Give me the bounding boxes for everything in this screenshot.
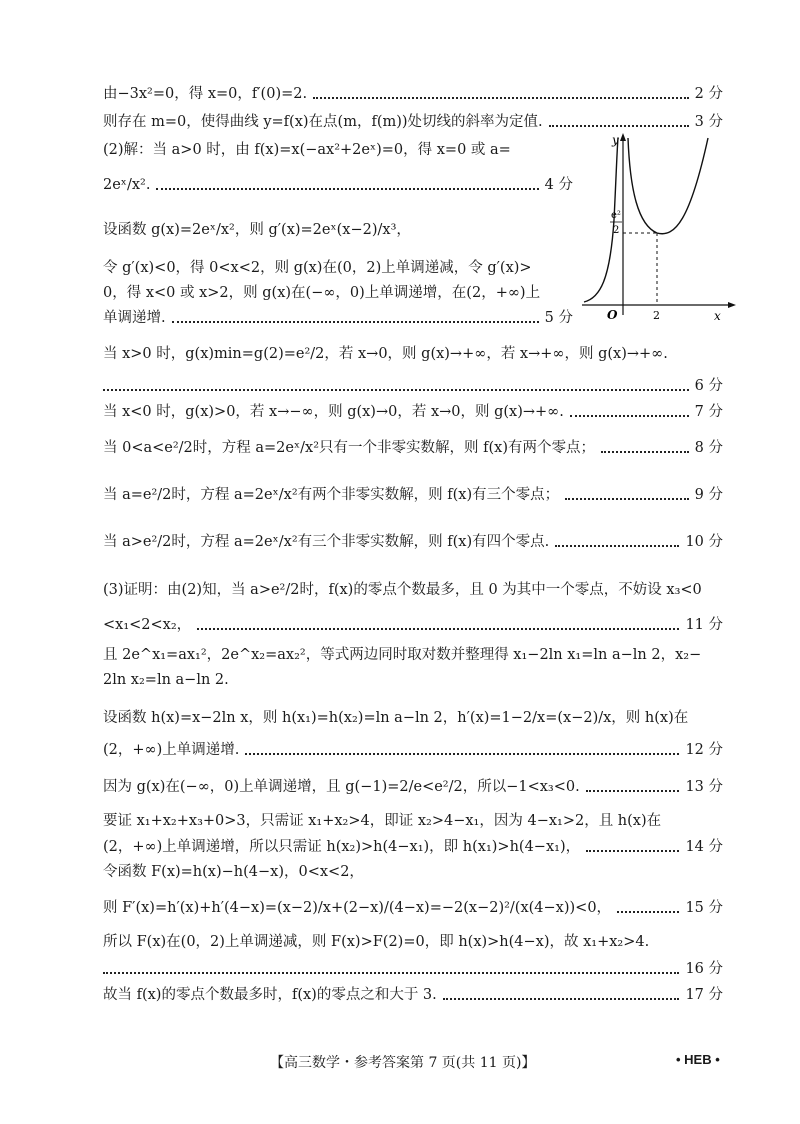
score-label: 2 分: [694, 86, 723, 102]
solution-line: [103, 402, 723, 422]
solution-line: [103, 308, 573, 328]
line-text: 当 0<a<e²/2时，方程 a=2eˣ/x²只有一个非零实数解，则 f(x)有两个零点；: [103, 440, 595, 456]
line-text: 因为 g(x)在(−∞，0)上单调递增，且 g(−1)=2/e<e²/2，所以−1<x₃<0.: [103, 779, 580, 795]
score-label: 10 分: [685, 534, 723, 550]
score-label: 12 分: [685, 742, 723, 758]
line-text: 设函数 h(x)=x−2ln x，则 h(x₁)=h(x₂)=ln a−ln 2，h′(x)=1−2/x=(x−2)/x，则 h(x)在: [103, 710, 689, 726]
line-text: 当 x<0 时，g(x)>0，若 x→−∞，则 g(x)→0，若 x→0，则 g(x)→+∞.: [103, 404, 564, 420]
score-label: 14 分: [685, 839, 723, 855]
leader-dots: [549, 125, 689, 127]
leader-dots: [156, 188, 538, 190]
solution-line: [103, 532, 723, 552]
leader-dots: [601, 451, 689, 453]
line-text: (2，+∞)上单调递增.: [103, 742, 240, 758]
solution-line: [103, 615, 723, 635]
min-value-denominator: 2: [613, 225, 620, 236]
curve-right-branch: [628, 138, 708, 234]
solution-line: [103, 959, 723, 979]
solution-line: [103, 84, 723, 104]
line-text: 则 F′(x)=h′(x)+h′(4−x)=(x−2)/x+(2−x)/(4−x)=−2(x−2)²/(x(4−x))<0，: [103, 900, 612, 916]
line-text: 设函数 g(x)=2eˣ/x²，则 g′(x)=2eˣ(x−2)/x³，: [103, 222, 411, 238]
leader-dots: [617, 911, 679, 913]
score-label: 16 分: [685, 961, 723, 977]
score-label: 11 分: [685, 617, 723, 633]
score-label: 13 分: [685, 779, 723, 795]
line-text: (2，+∞)上单调递增，所以只需证 h(x₂)>h(4−x₁)，即 h(x₁)>h(4−x₁)，: [103, 839, 581, 855]
solution-line: [103, 376, 723, 396]
function-graph: [580, 130, 740, 325]
line-text: 且 2e^x₁=ax₁²，2e^x₂=ax₂²，等式两边同时取对数并整理得 x₁−2ln x₁=ln a−ln 2，x₂−: [103, 647, 702, 663]
line-text: (2)解：当 a>0 时，由 f(x)=x(−ax²+2eˣ)=0，得 x=0 或 a=: [103, 142, 511, 158]
leader-dots: [555, 545, 679, 547]
y-label: y: [612, 133, 619, 147]
leader-dots: [565, 498, 689, 500]
leader-dots: [570, 415, 689, 417]
leader-dots: [103, 972, 679, 974]
solution-line: [103, 175, 573, 195]
leader-dots: [313, 97, 689, 99]
footer-page-info: 【高三数学・参考答案第 7 页(共 11 页)】: [270, 1055, 536, 1071]
solution-line: [103, 898, 723, 918]
leader-dots: [103, 389, 689, 391]
line-text: 当 a=e²/2时，方程 a=2eˣ/x²有两个非零实数解，则 f(x)有三个零点；: [103, 487, 560, 503]
line-text: 由−3x²=0，得 x=0，f′(0)=2.: [103, 86, 308, 102]
line-text: 故当 f(x)的零点个数最多时，f(x)的零点之和大于 3.: [103, 987, 437, 1003]
score-label: 5 分: [544, 310, 573, 326]
line-text: 当 x>0 时，g(x)min=g(2)=e²/2，若 x→0，则 g(x)→+∞，若 x→+∞，则 g(x)→+∞.: [103, 346, 668, 362]
score-label: 6 分: [694, 378, 723, 394]
leader-dots: [443, 998, 680, 1000]
line-text: 单调递增.: [103, 310, 166, 326]
line-text: 令 g′(x)<0，得 0<x<2，则 g(x)在(0，2)上单调递减，令 g′(x)>: [103, 260, 532, 276]
score-label: 3 分: [694, 114, 723, 130]
score-label: 8 分: [694, 440, 723, 456]
leader-dots: [586, 850, 679, 852]
score-label: 17 分: [685, 987, 723, 1003]
score-label: 9 分: [694, 487, 723, 503]
score-label: 4 分: [544, 177, 573, 193]
x-axis-arrow: [728, 302, 736, 308]
leader-dots: [197, 628, 679, 630]
line-text: <x₁<2<x₂，: [103, 617, 192, 633]
line-text: 0，得 x<0 或 x>2，则 g(x)在(−∞，0)上单调递增，在(2，+∞)上: [103, 285, 541, 301]
solution-line: [103, 485, 723, 505]
line-text: 则存在 m=0，使得曲线 y=f(x)在点(m，f(m))处切线的斜率为定值.: [103, 114, 543, 130]
line-text: 2eˣ/x².: [103, 177, 151, 193]
score-label: 15 分: [685, 900, 723, 916]
solution-line: [103, 777, 723, 797]
solution-line: [103, 985, 723, 1005]
line-text: 所以 F(x)在(0，2)上单调递减，则 F(x)>F(2)=0，即 h(x)>h(4−x)，故 x₁+x₂>4.: [103, 934, 650, 950]
line-text: 2ln x₂=ln a−ln 2.: [103, 672, 229, 688]
footer-code: • HEB •: [676, 1052, 720, 1067]
score-label: 7 分: [694, 404, 723, 420]
line-text: 令函数 F(x)=h(x)−h(4−x)，0<x<2，: [103, 864, 364, 880]
leader-dots: [172, 321, 539, 323]
line-text: 当 a>e²/2时，方程 a=2eˣ/x²有三个非零实数解，则 f(x)有四个零点.: [103, 534, 550, 550]
x-label: x: [714, 309, 721, 323]
solution-line: [103, 438, 723, 458]
tick-label-2: 2: [653, 309, 660, 322]
y-axis-arrow: [620, 133, 626, 141]
min-value-numerator: e²: [611, 210, 621, 221]
leader-dots: [586, 790, 680, 792]
leader-dots: [245, 753, 679, 755]
line-text: (3)证明：由(2)知，当 a>e²/2时，f(x)的零点个数最多，且 0 为其中一个零点，不妨设 x₃<0: [103, 582, 702, 598]
line-text: 要证 x₁+x₂+x₃+0>3，只需证 x₁+x₂>4，即证 x₂>4−x₁，因为 4−x₁>2，且 h(x)在: [103, 813, 662, 829]
origin-label: O: [607, 308, 618, 322]
solution-line: [103, 740, 723, 760]
solution-line: [103, 112, 723, 132]
solution-line: [103, 837, 723, 857]
